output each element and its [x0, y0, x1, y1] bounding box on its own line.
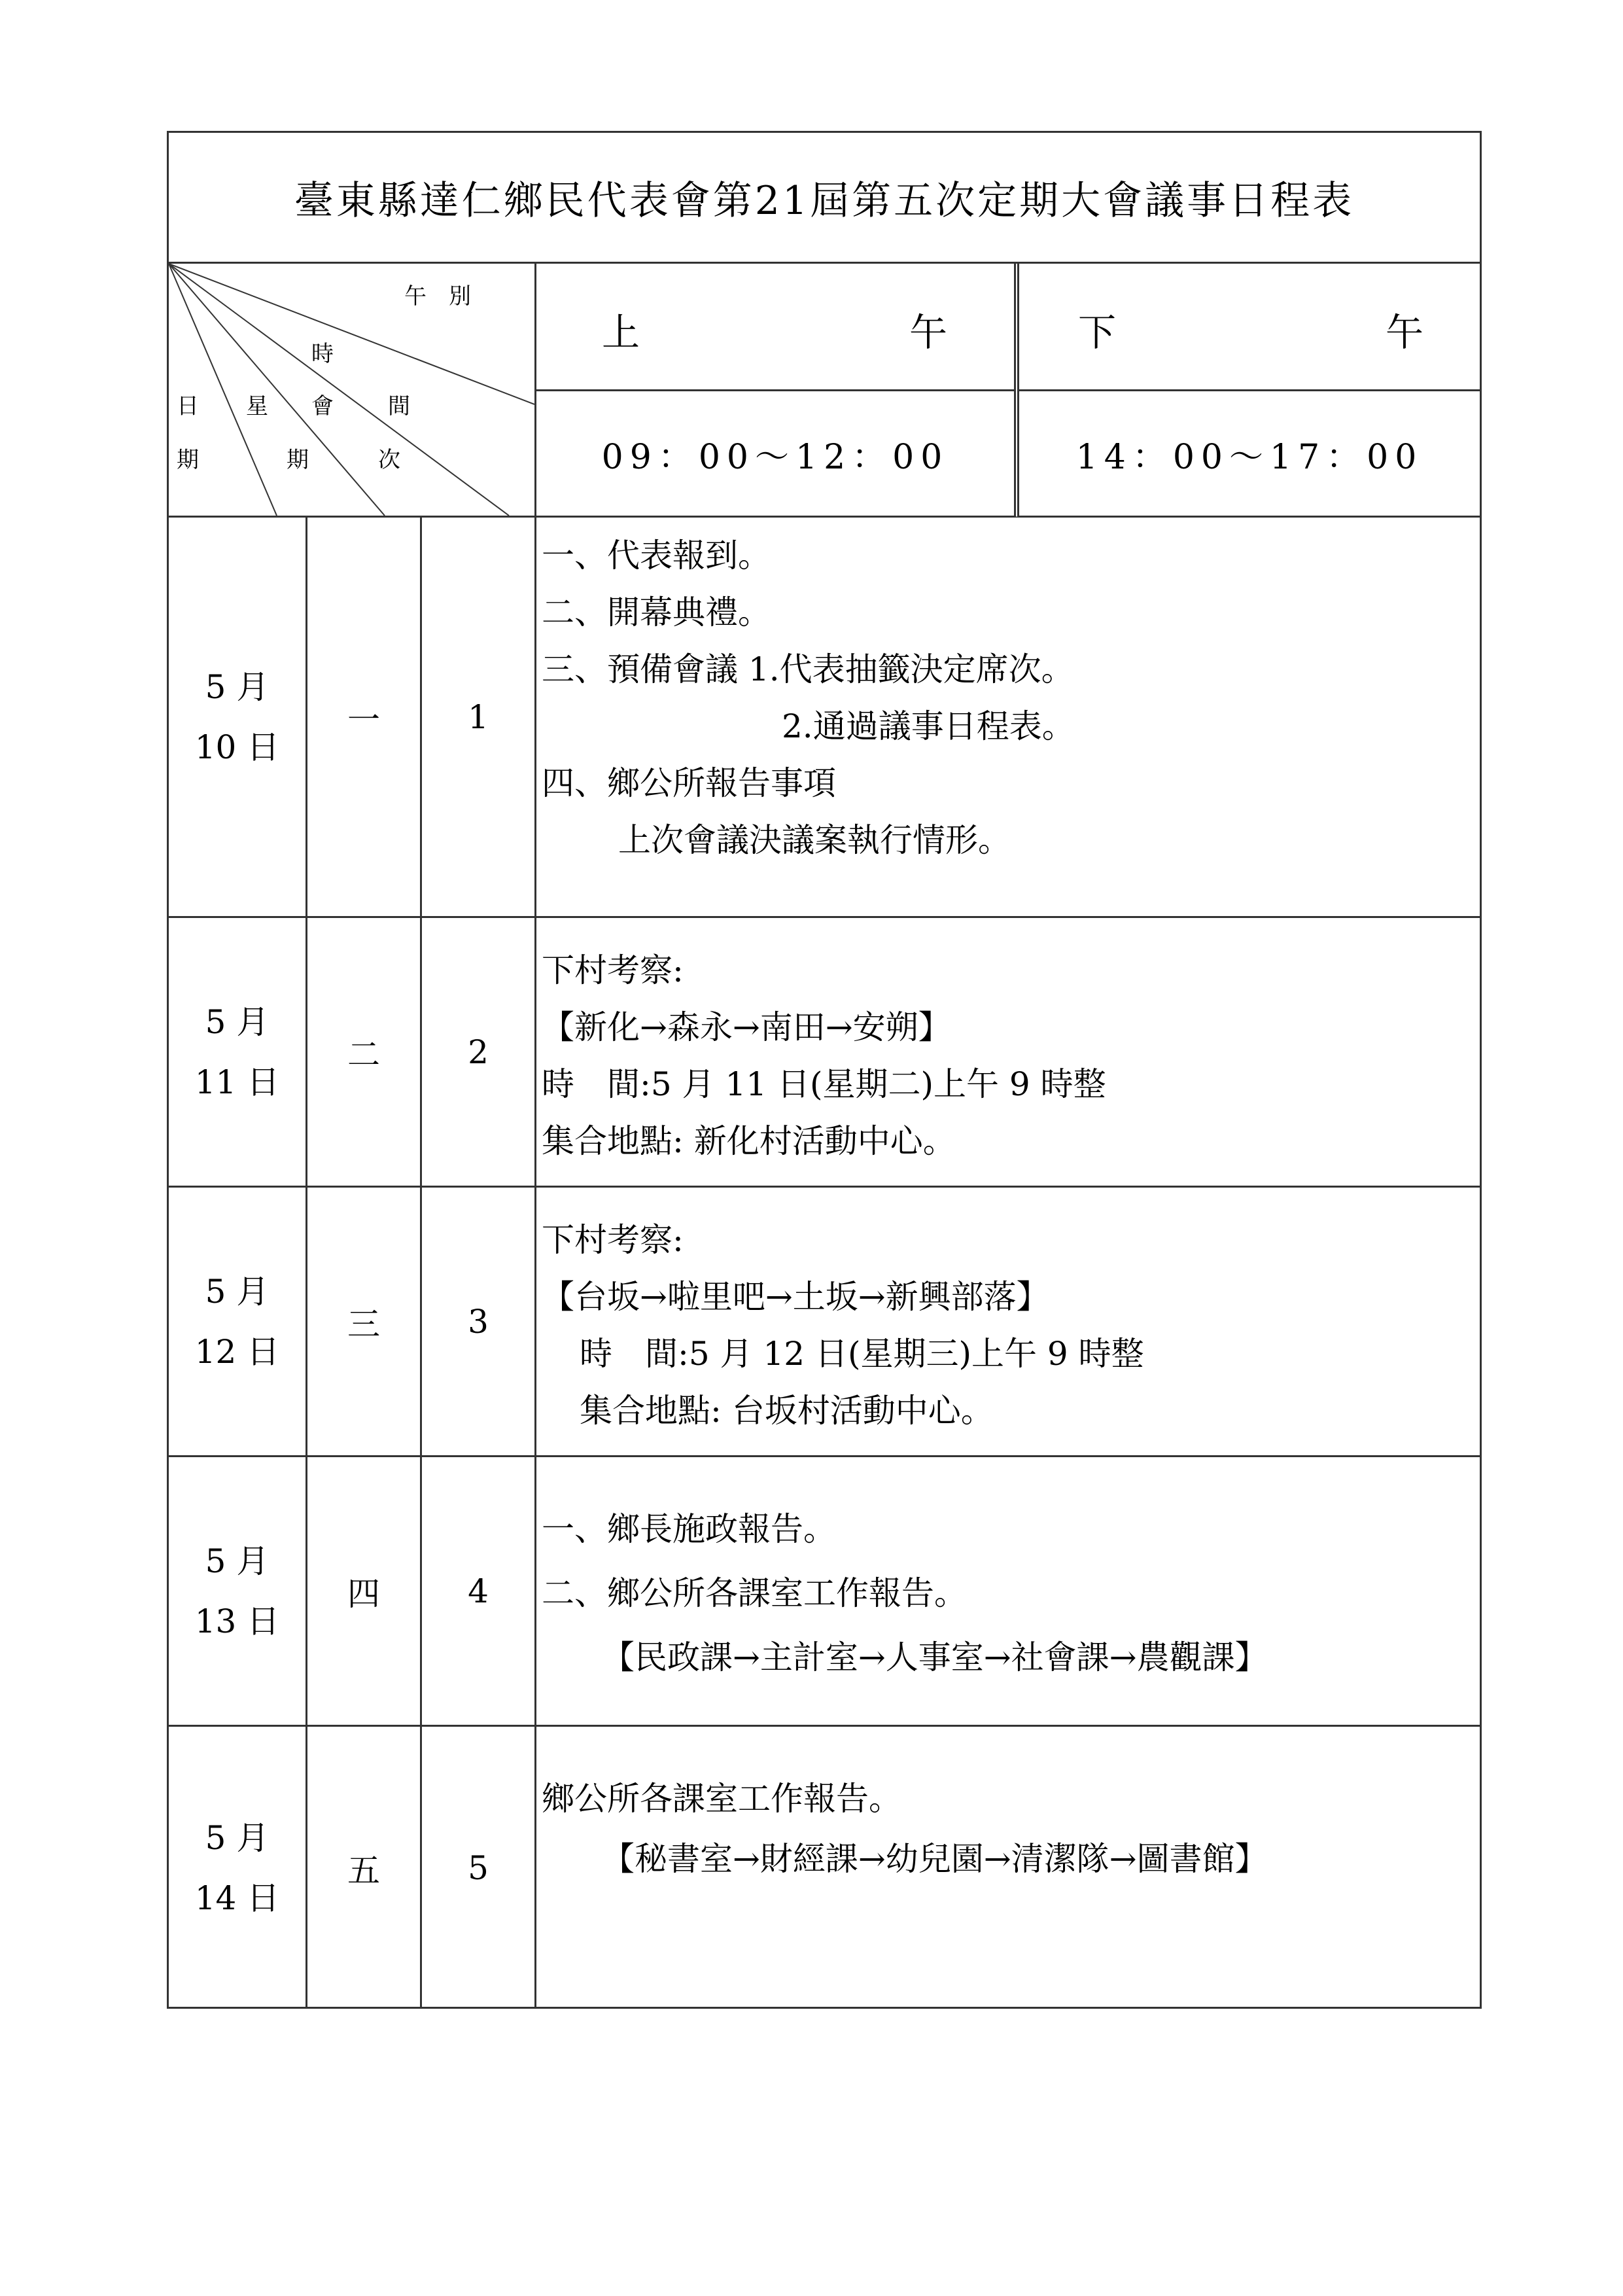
month: 5 月 — [205, 1002, 270, 1041]
label-jian: 間 — [388, 393, 410, 419]
weekday-cell: 四 — [307, 1457, 422, 1725]
label-ri: 日 — [177, 393, 199, 419]
month: 5 月 — [205, 1818, 270, 1857]
date-cell — [169, 1188, 307, 1455]
afternoon-header — [1019, 264, 1480, 518]
diagonal-lines — [169, 264, 534, 516]
day: 13 日 — [194, 1602, 280, 1640]
session-cell: 5 — [422, 1727, 536, 2009]
afternoon-label-right: 午 — [1386, 310, 1424, 355]
day: 12 日 — [194, 1332, 280, 1371]
session-cell: 2 — [422, 918, 536, 1186]
label-shi: 時 — [311, 341, 334, 367]
label-xing: 星 — [246, 393, 268, 419]
afternoon-time: 14：00～17：00 — [1075, 437, 1423, 477]
title-row — [169, 133, 1480, 264]
agenda-cell — [536, 518, 1480, 916]
agenda-line: 三、預備會議 1.代表抽籤決定席次。 — [542, 650, 1074, 688]
agenda-line: 2.通過議事日程表。 — [782, 707, 1075, 745]
session-cell: 1 — [422, 518, 536, 916]
weekday-cell: 五 — [307, 1727, 422, 2009]
agenda-line: 鄉公所各課室工作報告。 — [542, 1780, 901, 1818]
date-cell — [169, 1457, 307, 1725]
label-qi1: 期 — [177, 447, 199, 473]
agenda-line: 二、鄉公所各課室工作報告。 — [542, 1574, 967, 1612]
date-cell — [169, 918, 307, 1186]
agenda-cell — [536, 1457, 1480, 1725]
agenda-line: 上次會議決議案執行情形。 — [618, 821, 1011, 859]
table-row — [169, 518, 1480, 918]
agenda-line: 集合地點: 新化村活動中心。 — [542, 1122, 956, 1160]
diagonal-header-cell — [169, 264, 536, 518]
date-cell — [169, 518, 307, 916]
agenda-line: 四、鄉公所報告事項 — [542, 764, 836, 802]
afternoon-label-cell — [1019, 264, 1480, 391]
agenda-line: 【台坂→啦里吧→土坂→新興部落】 — [542, 1278, 1049, 1316]
agenda-line: 下村考察: — [542, 951, 684, 989]
session-cell: 4 — [422, 1457, 536, 1725]
agenda-line: 一、鄉長施政報告。 — [542, 1510, 836, 1548]
afternoon-time-cell — [1019, 391, 1480, 516]
agenda-line: 時 間:5 月 11 日(星期二)上午 9 時整 — [542, 1065, 1106, 1103]
agenda-cell — [536, 1727, 1480, 2009]
morning-label-cell — [536, 264, 1014, 391]
agenda-line: 時 間:5 月 12 日(星期三)上午 9 時整 — [580, 1335, 1144, 1373]
day: 10 日 — [194, 728, 280, 766]
agenda-line: 【秘書室→財經課→幼兒園→清潔隊→圖書館】 — [602, 1840, 1268, 1878]
label-qi2: 期 — [287, 447, 309, 473]
morning-label-left: 上 — [602, 310, 640, 355]
table-row — [169, 1188, 1480, 1457]
afternoon-label-left: 下 — [1078, 310, 1117, 355]
agenda-line: 【民政課→主計室→人事室→社會課→農觀課】 — [602, 1638, 1268, 1676]
schedule-table — [167, 131, 1482, 2009]
agenda-line: 二、開幕典禮。 — [542, 593, 771, 631]
label-wubie: 午 別 — [404, 283, 471, 309]
agenda-line: 一、代表報到。 — [542, 537, 771, 574]
month: 5 月 — [205, 1542, 270, 1580]
agenda-cell — [536, 1188, 1480, 1455]
morning-time-cell — [536, 391, 1014, 516]
table-row — [169, 1457, 1480, 1727]
weekday-cell: 三 — [307, 1188, 422, 1455]
session-cell: 3 — [422, 1188, 536, 1455]
morning-header — [536, 264, 1019, 518]
date-cell — [169, 1727, 307, 2009]
table-row — [169, 918, 1480, 1188]
agenda-cell — [536, 918, 1480, 1186]
agenda-line: 【新化→森永→南田→安朔】 — [542, 1008, 951, 1046]
agenda-line: 下村考察: — [542, 1221, 684, 1259]
month: 5 月 — [205, 667, 270, 706]
label-ci: 次 — [378, 447, 400, 473]
day: 11 日 — [194, 1063, 280, 1101]
month: 5 月 — [205, 1272, 270, 1311]
morning-label-right: 午 — [909, 310, 948, 355]
page-title: 臺東縣達仁鄉民代表會第21屆第五次定期大會議事日程表 — [294, 177, 1355, 224]
weekday-cell: 二 — [307, 918, 422, 1186]
agenda-line: 集合地點: 台坂村活動中心。 — [580, 1392, 994, 1430]
table-row — [169, 1727, 1480, 2009]
label-hui: 會 — [311, 393, 334, 419]
morning-time: 09：00～12：00 — [601, 437, 949, 477]
day: 14 日 — [194, 1879, 280, 1917]
weekday-cell: 一 — [307, 518, 422, 916]
